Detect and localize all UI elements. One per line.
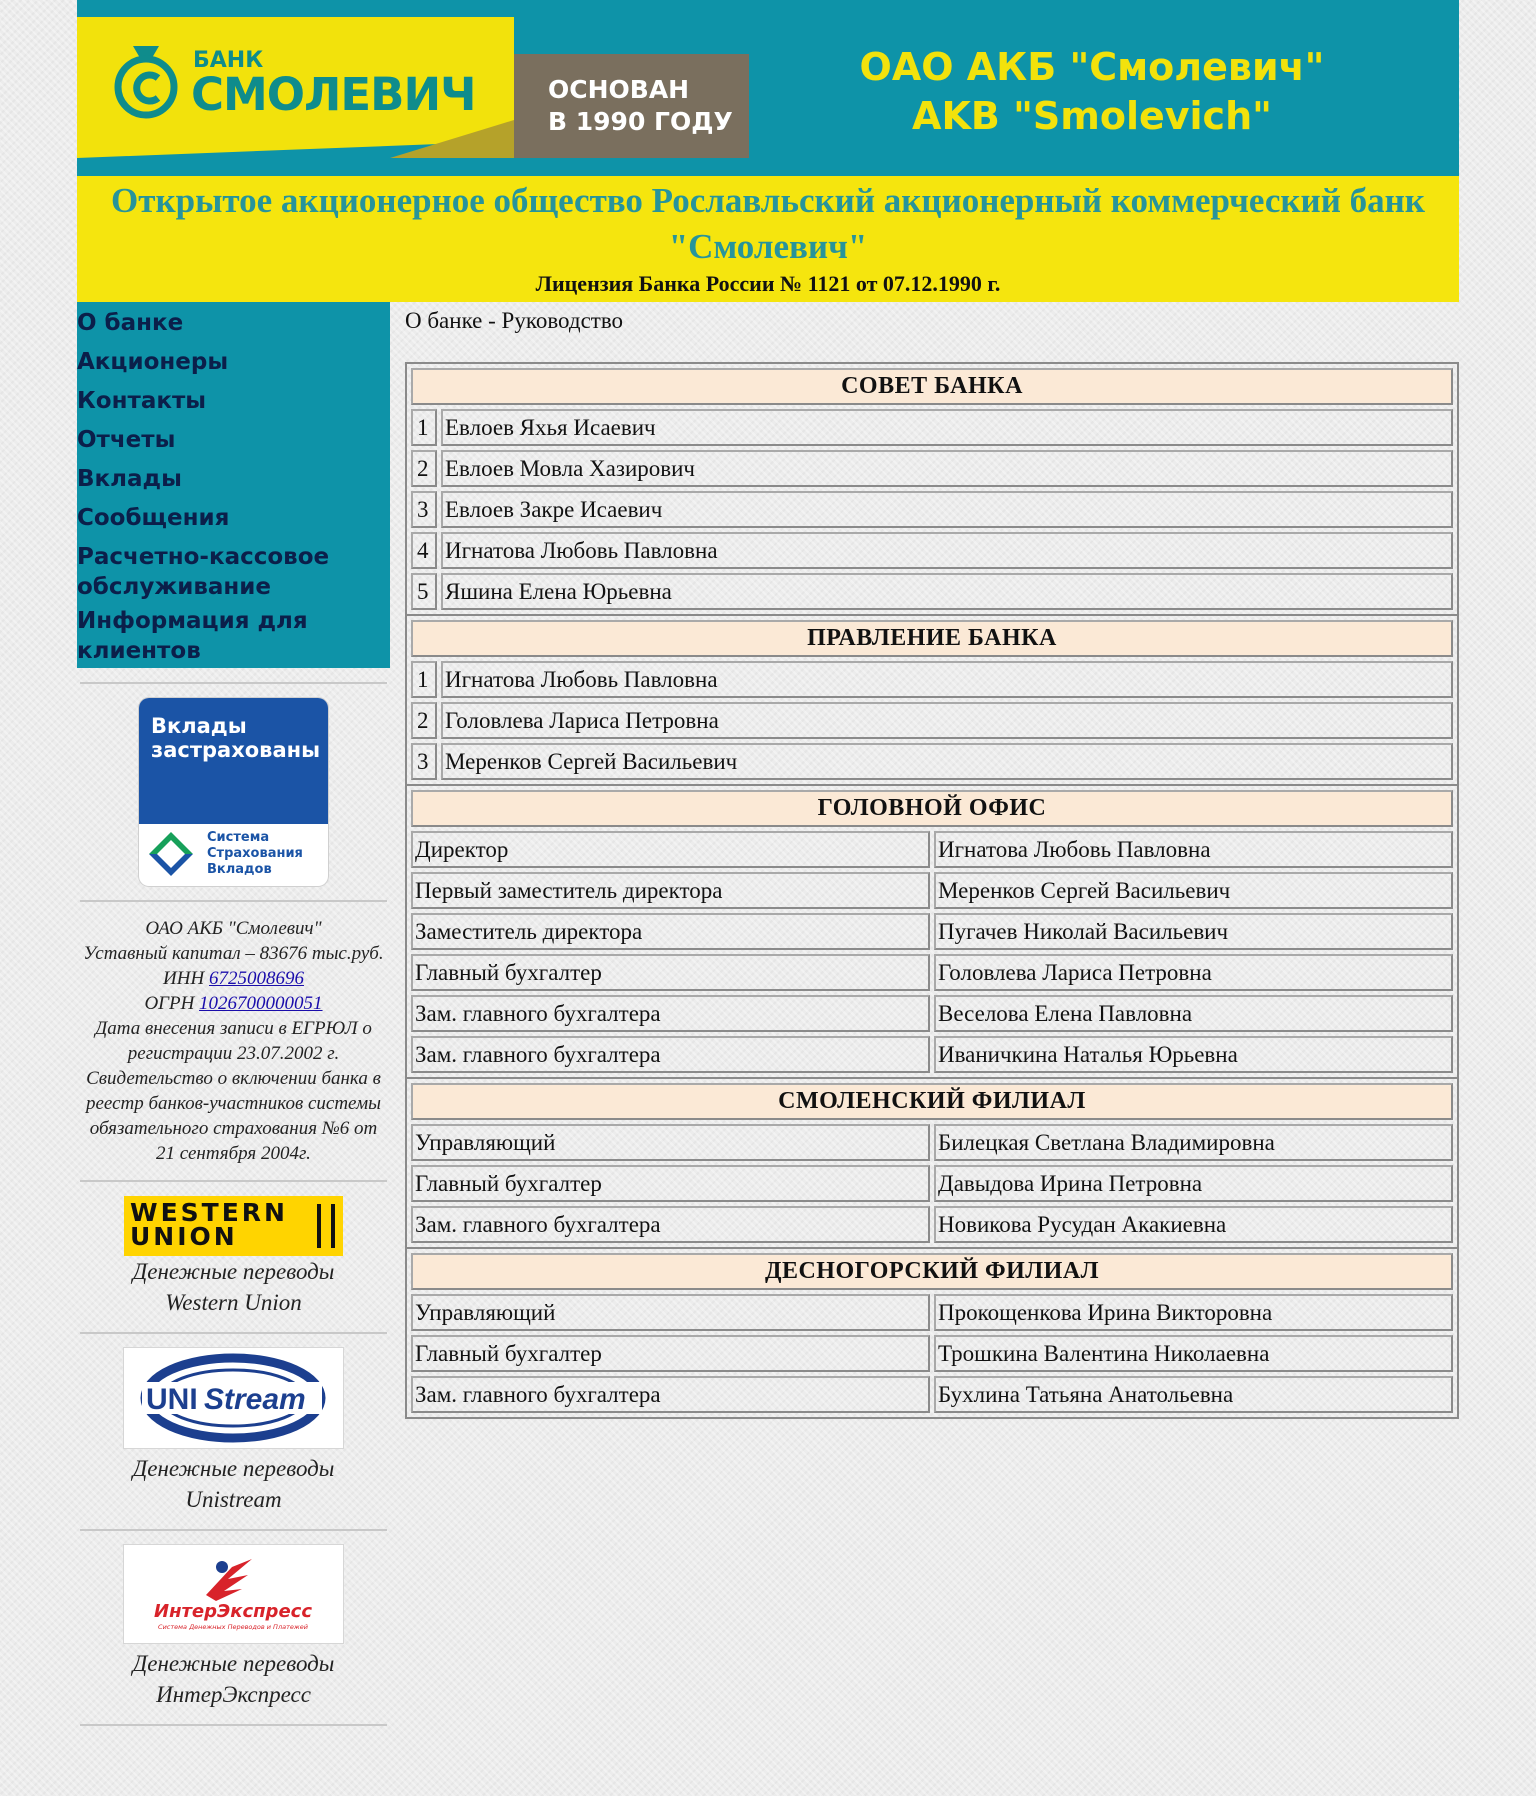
sidebar-divider	[80, 1332, 387, 1334]
table-row	[411, 1335, 1453, 1372]
unistream-caption-2: Unistream	[185, 1487, 282, 1512]
title-strip	[77, 176, 1459, 302]
table-row	[411, 409, 1453, 446]
table-row	[411, 954, 1453, 991]
deposit-badge-bottom	[139, 824, 328, 884]
deposit-badge-wrap	[77, 698, 390, 886]
person-name: Давыдова Ирина Петровна	[934, 1165, 1453, 1202]
banner-title-en: AKB "Smolevich"	[912, 94, 1272, 138]
role: Первый заместитель директора	[411, 872, 930, 909]
nav-contacts[interactable]: Контакты	[77, 388, 207, 414]
person-name: Меренков Сергей Васильевич	[441, 743, 1453, 780]
table-row	[411, 1124, 1453, 1161]
founded-line-1: ОСНОВАН	[548, 75, 690, 104]
table-row	[411, 1036, 1453, 1073]
deposit-system-line-1: Система	[207, 830, 270, 845]
inn-label: ИНН	[163, 968, 205, 989]
person-name: Бухлина Татьяна Анатольевна	[934, 1376, 1453, 1413]
table-row	[411, 532, 1453, 569]
interexpress-logo-text: ИнтерЭкспресс	[154, 1601, 312, 1622]
role: Директор	[411, 831, 930, 868]
person-name: Головлева Лариса Петровна	[441, 702, 1453, 739]
requisites-name: ОАО АКБ "Смолевич"	[145, 918, 322, 939]
table-row	[411, 872, 1453, 909]
section-title: ПРАВЛЕНИЕ БАНКА	[411, 620, 1453, 657]
ogrn-label: ОГРН	[144, 993, 195, 1014]
person-name: Веселова Елена Павловна	[934, 995, 1453, 1032]
table-row	[411, 573, 1453, 610]
deposit-system-name	[207, 830, 303, 878]
nav-deposits[interactable]: Вклады	[77, 466, 182, 492]
person-name: Меренков Сергей Васильевич	[934, 872, 1453, 909]
person-name: Трошкина Валентина Николаевна	[934, 1335, 1453, 1372]
sidebar-divider	[80, 1724, 387, 1726]
row-number: 2	[411, 702, 437, 739]
deposit-badge-text: Вклады застрахованы	[151, 714, 321, 762]
table-row	[411, 1165, 1453, 1202]
breadcrumb: О банке - Руководство	[405, 308, 624, 333]
person-name: Билецкая Светлана Владимировна	[934, 1124, 1453, 1161]
unistream-logo-uni: UNI	[146, 1383, 198, 1416]
site-banner	[77, 0, 1459, 176]
table-row	[411, 743, 1453, 780]
interexpress-logo[interactable]	[124, 1545, 343, 1643]
main-content	[405, 302, 1459, 1419]
role: Главный бухгалтер	[411, 954, 930, 991]
western-union-caption-1: Денежные переводы	[132, 1259, 335, 1284]
table-row	[411, 702, 1453, 739]
western-union-caption-2: Western Union	[165, 1290, 302, 1315]
table-row	[411, 913, 1453, 950]
interexpress-caption-1: Денежные переводы	[132, 1651, 335, 1676]
person-name: Новикова Русудан Акакиевна	[934, 1206, 1453, 1243]
requisites-certificate: Свидетельство о включении банка в реестр банков-участников системы обязательного страхования №6 от 21 сентября 2004г.	[85, 1068, 382, 1164]
role: Управляющий	[411, 1124, 930, 1161]
sidebar-divider	[80, 682, 387, 684]
unistream-logo[interactable]	[124, 1348, 343, 1448]
role: Зам. главного бухгалтера	[411, 995, 930, 1032]
deposit-insurance-icon	[145, 828, 197, 880]
requisites-capital: Уставный капитал – 83676 тыс.руб.	[83, 943, 384, 964]
western-union-logo-line-1: WESTERN	[130, 1198, 288, 1227]
license-text: Лицензия Банка России № 1121 от 07.12.1990 г.	[535, 271, 1001, 296]
table-row	[411, 1294, 1453, 1331]
row-number: 5	[411, 573, 437, 610]
sidebar	[77, 302, 390, 1740]
table-row	[411, 491, 1453, 528]
sidebar-nav	[77, 302, 390, 668]
person-name: Игнатова Любовь Павловна	[441, 661, 1453, 698]
requisites-egrul: Дата внесения записи в ЕГРЮЛ о регистрации 23.07.2002 г.	[95, 1018, 372, 1064]
role: Зам. главного бухгалтера	[411, 1206, 930, 1243]
role: Зам. главного бухгалтера	[411, 1376, 930, 1413]
unistream-caption-1: Денежные переводы	[132, 1456, 335, 1481]
nav-client-info[interactable]: Информация для клиентов	[77, 608, 308, 664]
founded-line-2: В 1990 ГОДУ	[548, 107, 733, 136]
sidebar-divider	[80, 1529, 387, 1531]
person-name: Евлоев Мовла Хазирович	[441, 450, 1453, 487]
smolensk-branch-table	[405, 1079, 1459, 1249]
page	[77, 0, 1459, 1707]
ogrn-link[interactable]: 1026700000051	[199, 993, 323, 1014]
role: Заместитель директора	[411, 913, 930, 950]
deposit-badge-top	[139, 698, 328, 824]
sidebar-divider	[80, 900, 387, 902]
interexpress-caption-2: ИнтерЭкспресс	[156, 1682, 311, 1707]
requisites-ogrn	[81, 991, 386, 1016]
nav-shareholders[interactable]: Акционеры	[77, 349, 229, 375]
role: Главный бухгалтер	[411, 1335, 930, 1372]
row-number: 2	[411, 450, 437, 487]
nav-messages[interactable]: Сообщения	[77, 505, 230, 531]
banner-title	[832, 43, 1352, 141]
table-row	[411, 1206, 1453, 1243]
western-union-logo[interactable]	[124, 1196, 343, 1256]
western-union-logo-line-2: UNION	[130, 1222, 238, 1251]
section-title: СМОЛЕНСКИЙ ФИЛИАЛ	[411, 1083, 1453, 1120]
desnogorsk-branch-table	[405, 1249, 1459, 1419]
logo-bank-word: БАНК	[193, 48, 264, 73]
table-row	[411, 1376, 1453, 1413]
money-bag-icon	[111, 42, 181, 120]
person-name: Игнатова Любовь Павловна	[441, 532, 1453, 569]
deposit-system-line-2: Страхования	[207, 846, 303, 861]
service-interexpress	[77, 1545, 390, 1710]
section-title: ГОЛОВНОЙ ОФИС	[411, 790, 1453, 827]
person-name: Пугачев Николай Васильевич	[934, 913, 1453, 950]
council-table	[405, 362, 1459, 616]
row-number: 1	[411, 661, 437, 698]
section-title: ДЕСНОГОРСКИЙ ФИЛИАЛ	[411, 1253, 1453, 1290]
person-name: Прокощенкова Ирина Викторовна	[934, 1294, 1453, 1331]
logo-bank-name: СМОЛЕВИЧ	[191, 68, 476, 121]
person-name: Евлоев Яхья Исаевич	[441, 409, 1453, 446]
row-number: 4	[411, 532, 437, 569]
role: Зам. главного бухгалтера	[411, 1036, 930, 1073]
row-number: 3	[411, 491, 437, 528]
org-name: Открытое акционерное общество Рославльский акционерный коммерческий банк "Смолевич"	[111, 181, 1425, 266]
person-name: Головлева Лариса Петровна	[934, 954, 1453, 991]
row-number: 1	[411, 409, 437, 446]
inn-link[interactable]: 6725008696	[208, 968, 304, 989]
section-title: СОВЕТ БАНКА	[411, 368, 1453, 405]
unistream-swoosh-icon	[124, 1348, 343, 1448]
person-name: Иваничкина Наталья Юрьевна	[934, 1036, 1453, 1073]
nav-about[interactable]: О банке	[77, 310, 184, 336]
table-row	[411, 661, 1453, 698]
table-row	[411, 995, 1453, 1032]
deposit-insurance-badge[interactable]	[139, 698, 328, 886]
row-number: 3	[411, 743, 437, 780]
deposit-system-line-3: Вкладов	[207, 862, 272, 877]
person-name: Игнатова Любовь Павловна	[934, 831, 1453, 868]
service-western-union	[77, 1196, 390, 1318]
person-name: Евлоев Закре Исаевич	[441, 491, 1453, 528]
table-row	[411, 831, 1453, 868]
role: Главный бухгалтер	[411, 1165, 930, 1202]
founded-badge	[514, 54, 749, 158]
unistream-logo-stream: Stream	[204, 1383, 306, 1416]
role: Управляющий	[411, 1294, 930, 1331]
western-union-bars-icon	[317, 1204, 335, 1248]
interexpress-emblem-icon	[124, 1545, 343, 1643]
interexpress-tagline: Система Денежных Переводов и Платежей	[158, 1623, 308, 1631]
requisites-inn	[81, 966, 386, 991]
head-office-table	[405, 786, 1459, 1079]
sidebar-divider	[80, 1180, 387, 1182]
table-row	[411, 450, 1453, 487]
management-table	[405, 616, 1459, 786]
service-unistream	[77, 1348, 390, 1515]
bank-requisites	[77, 916, 390, 1166]
nav-reports[interactable]: Отчеты	[77, 427, 176, 453]
nav-cash-services[interactable]: Расчетно-кассовое обслуживание	[77, 544, 330, 600]
banner-title-ru: ОАО АКБ "Смолевич"	[859, 45, 1325, 89]
person-name: Яшина Елена Юрьевна	[441, 573, 1453, 610]
